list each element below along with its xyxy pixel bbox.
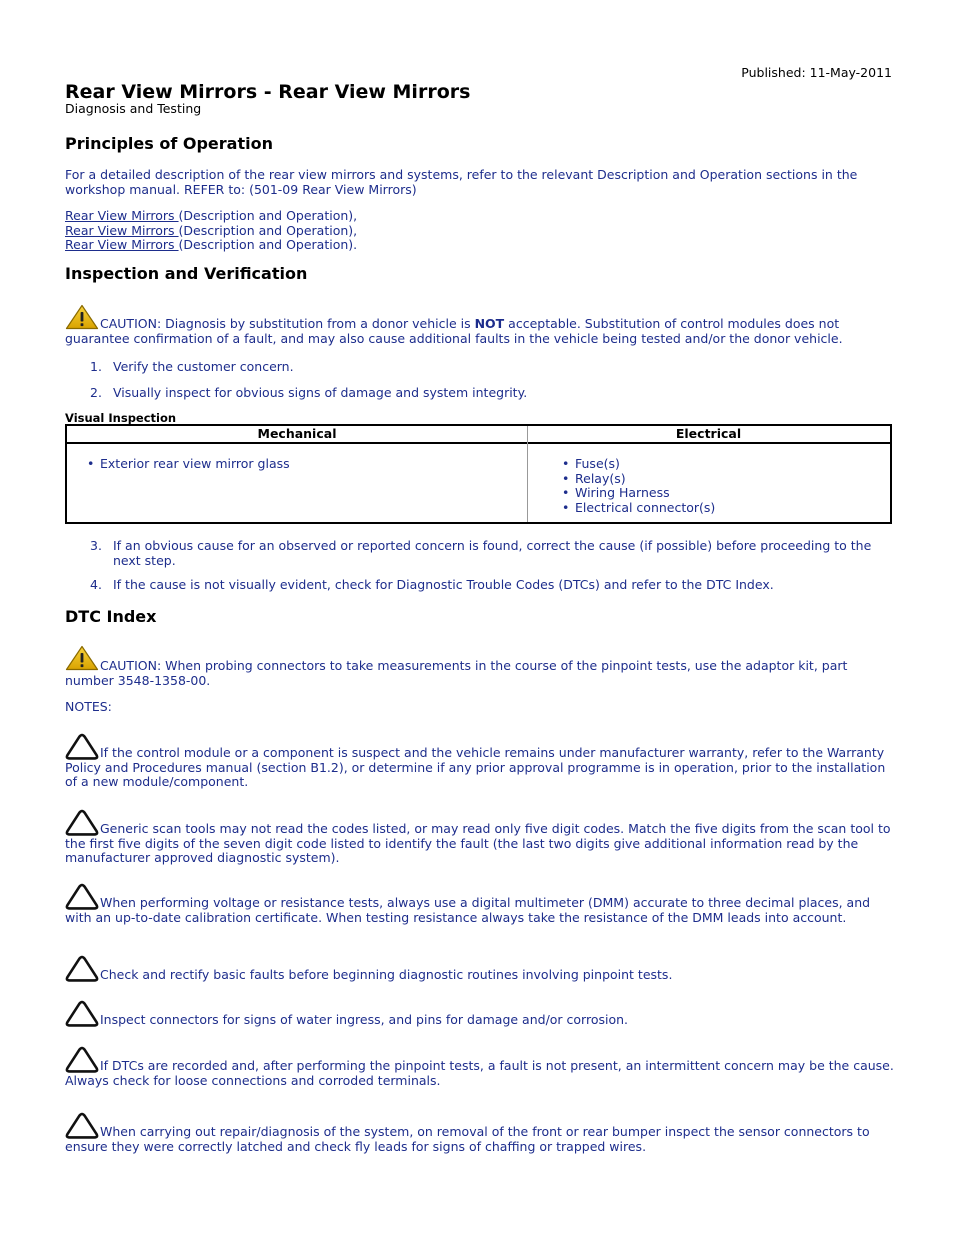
step-text: If an obvious cause for an observed or reported concern is found, correct the cause (if possible) before proceeding to the next step.	[113, 538, 872, 568]
page-title: Rear View Mirrors - Rear View Mirrors	[65, 81, 471, 103]
step-item	[90, 386, 890, 401]
note-triangle-icon	[65, 999, 99, 1027]
step-number: 2.	[90, 385, 102, 400]
caution-suffix: acceptable. Substitution of control modules does not guarantee confirmation of a fault, and may also cause additional faults in the vehicle being tested and/or the donor vehicle.	[65, 316, 843, 346]
table-header-row	[67, 426, 890, 444]
warning-triangle-icon	[65, 304, 99, 330]
list-item: • Relay(s)	[562, 472, 715, 487]
reference-line	[65, 224, 357, 239]
note-block	[65, 808, 895, 866]
note-triangle-icon	[65, 882, 99, 910]
list-item: • Exterior rear view mirror glass	[87, 457, 290, 472]
reference-suffix: (Description and Operation),	[178, 222, 358, 238]
note-triangle-icon	[65, 732, 99, 760]
reference-links	[65, 209, 357, 253]
note-block	[65, 999, 895, 1028]
mechanical-list	[87, 457, 290, 472]
note-block	[65, 1045, 895, 1088]
note-text: If DTCs are recorded and, after performing the pinpoint tests, a fault is not present, an intermittent concern may be the cause. Always check for loose connections and corroded terminals.	[65, 1058, 894, 1088]
note-text: Inspect connectors for signs of water ingress, and pins for damage and/or corrosion.	[100, 1012, 629, 1027]
step-item	[90, 360, 890, 375]
step-text: Verify the customer concern.	[113, 359, 294, 374]
note-text: Check and rectify basic faults before beginning diagnostic routines involving pinpoint tests.	[100, 967, 673, 982]
caution-emphasis: NOT	[474, 316, 505, 331]
step-text: If the cause is not visually evident, check for Diagnostic Trouble Codes (DTCs) and refer to the DTC Index.	[113, 577, 774, 592]
step-item	[90, 539, 890, 568]
table-header-mechanical: Mechanical	[257, 426, 337, 441]
step-number: 1.	[90, 359, 102, 374]
caution-text	[65, 304, 895, 346]
reference-line	[65, 238, 357, 253]
page-subtitle: Diagnosis and Testing	[65, 101, 202, 116]
notes-label: NOTES:	[65, 699, 112, 714]
note-block	[65, 1111, 895, 1154]
dtc-heading: DTC Index	[65, 607, 157, 626]
table-caption: Visual Inspection	[65, 411, 177, 425]
reference-suffix: (Description and Operation),	[178, 208, 358, 223]
visual-inspection-table	[65, 424, 892, 524]
table-header-electrical: Electrical	[675, 426, 742, 441]
note-text: Generic scan tools may not read the codes listed, or may read only five digit codes. Match the five digits from the scan tool to the first five digits of the seven digit code listed to identify the fault (the last two digits give additional information read by the manufacturer approved diagnostic system).	[65, 821, 891, 866]
principles-body: For a detailed description of the rear view mirrors and systems, refer to the relevant Description and Operation sections in the workshop manual. REFER to: (501-09 Rear View Mirrors)	[65, 167, 858, 197]
note-text: If the control module or a component is suspect and the vehicle remains under manufacturer warranty, refer to the Warranty Policy and Procedures manual (section B1.2), or determine if any prior approval programme is in operation, prior to the installation of a new module/component.	[65, 745, 886, 790]
inspection-heading: Inspection and Verification	[65, 264, 308, 283]
note-block	[65, 732, 895, 790]
note-triangle-icon	[65, 808, 99, 836]
step-number: 4.	[90, 577, 102, 592]
note-triangle-icon	[65, 954, 99, 982]
caution-block	[65, 645, 895, 688]
list-item: • Wiring Harness	[562, 486, 715, 501]
note-block	[65, 882, 895, 925]
list-item: • Electrical connector(s)	[562, 501, 715, 516]
note-block	[65, 954, 895, 983]
caution-text: CAUTION: When probing connectors to take measurements in the course of the pinpoint tests, use the adaptor kit, part number 3548-1358-00.	[65, 658, 848, 688]
principles-heading: Principles of Operation	[65, 134, 273, 153]
published-date: Published: 11-May-2011	[741, 65, 892, 80]
rear-view-mirrors-link[interactable]: Rear View Mirrors	[65, 237, 179, 253]
step-text: Visually inspect for obvious signs of damage and system integrity.	[113, 385, 528, 400]
caution-prefix: CAUTION: Diagnosis by substitution from a donor vehicle is	[100, 316, 475, 331]
caution-block	[65, 304, 895, 346]
note-text: When performing voltage or resistance tests, always use a digital multimeter (DMM) accurate to three decimal places, and with an up-to-date calibration certificate. When testing resistance always take the resistance of the DMM leads into account.	[65, 895, 871, 925]
step-item	[90, 578, 890, 593]
rear-view-mirrors-link[interactable]: Rear View Mirrors	[65, 208, 179, 223]
rear-view-mirrors-link[interactable]: Rear View Mirrors	[65, 222, 179, 238]
note-triangle-icon	[65, 1045, 99, 1073]
list-item: • Fuse(s)	[562, 457, 715, 472]
warning-triangle-icon	[65, 645, 99, 671]
reference-line	[65, 209, 357, 224]
note-triangle-icon	[65, 1111, 99, 1139]
note-text: When carrying out repair/diagnosis of the system, on removal of the front or rear bumper inspect the sensor connectors to ensure they were correctly latched and check fly leads for signs of chaffing or trapped wires.	[65, 1124, 870, 1154]
reference-suffix: (Description and Operation).	[178, 237, 358, 253]
electrical-list	[562, 457, 715, 515]
column-divider	[527, 426, 528, 522]
step-number: 3.	[90, 538, 102, 553]
